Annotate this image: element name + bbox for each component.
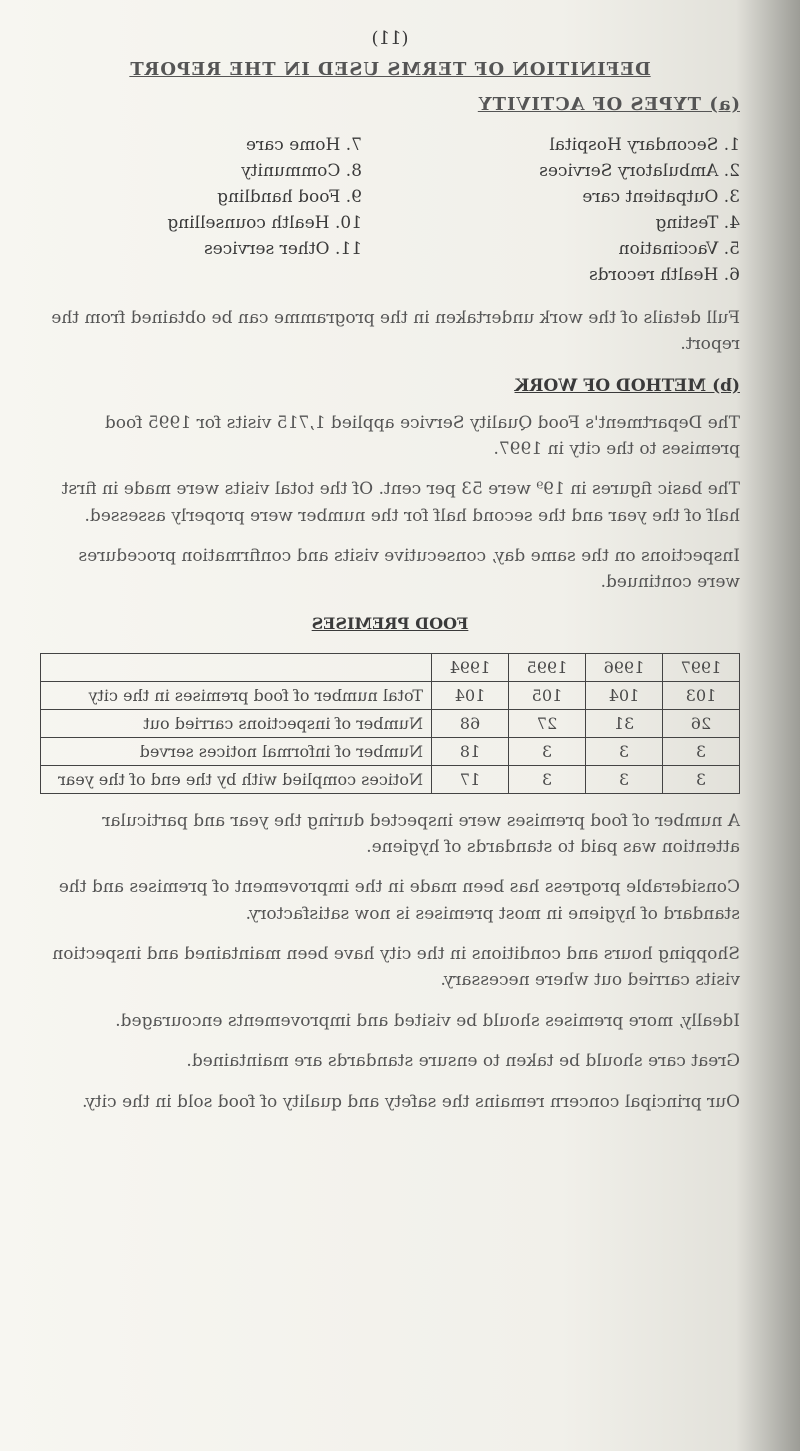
page-number: (11): [371, 28, 409, 49]
list-right: [40, 129, 362, 291]
table-header: 1997: [663, 653, 740, 681]
table-cell: 105: [509, 681, 586, 709]
table-cell: 31: [586, 709, 663, 737]
food-premises-table: [40, 653, 740, 794]
list-item: 5. Vaccination: [618, 239, 740, 259]
list-item: 10. Health counselling: [167, 213, 362, 233]
table-cell: 17: [432, 765, 509, 793]
list-item: 8. Community: [241, 161, 362, 181]
list-item: 4. Testing: [655, 213, 740, 233]
table-header: 1994: [432, 653, 509, 681]
table-row: [41, 737, 740, 765]
table-header: [41, 653, 432, 681]
table-cell: 3: [586, 737, 663, 765]
heading-2: (a) TYPES OF ACTIVITY: [477, 94, 740, 115]
list-item: 7. Home care: [245, 135, 362, 155]
table-cell: Number of informal notices served: [41, 737, 432, 765]
table-cell: 3: [586, 765, 663, 793]
table-row: [41, 709, 740, 737]
table-cell: Notices complied with by the end of the year: [41, 765, 432, 793]
table-cell: 27: [509, 709, 586, 737]
table-header-row: [41, 653, 740, 681]
list-item: 11. Other services: [203, 239, 362, 259]
table-cell: 3: [509, 765, 586, 793]
list-item: 1. Secondary Hospital: [549, 135, 740, 155]
paragraph-8: Ideally, more premises should be visited and improvements encouraged.: [115, 1010, 740, 1031]
table-caption: FOOD PREMISES: [311, 613, 469, 633]
table-cell: 104: [432, 681, 509, 709]
table-cell: 68: [432, 709, 509, 737]
list-item: 6. Health records: [589, 265, 740, 285]
paragraph-7: Shopping hours and conditions in the city have been maintained and inspection visits carried out where necessary.: [52, 944, 740, 991]
table-cell: Number of inspections carried out: [41, 709, 432, 737]
table-cell: 103: [663, 681, 740, 709]
paragraph-2: The Department's Food Quality Service applied 1,715 visits for 1995 food premises to the city in 1997.: [104, 412, 740, 460]
table-row: [41, 681, 740, 709]
table-row: [41, 765, 740, 793]
table-cell: 3: [663, 765, 740, 793]
subheading-b: (b) METHOD OF WORK: [514, 375, 740, 396]
table-cell: 3: [509, 737, 586, 765]
list-left: [418, 129, 740, 291]
table-cell: Total number of food premises in the city: [41, 681, 432, 709]
paragraph-9: Great care should be taken to ensure standards are maintained.: [186, 1051, 740, 1072]
paragraph-3: The basic figures in 19⁹ were 53 per cent. Of the total visits were made in first half of the year and the second half for the number were properly assessed.: [61, 479, 740, 526]
heading-1: DEFINITION OF TERMS USED IN THE REPORT: [129, 59, 651, 80]
table-header: 1996: [586, 653, 663, 681]
paragraph-10: Our principal concern remains the safety and quality of food sold in the city.: [82, 1091, 740, 1112]
paragraph-1: Full details of the work undertaken in the programme can be obtained from the report.: [51, 308, 740, 355]
list-item: 9. Food handling: [217, 187, 362, 207]
table-header: 1995: [509, 653, 586, 681]
activity-list: [40, 129, 740, 291]
list-item: 2. Ambulatory Services: [539, 161, 740, 181]
list-item: 3. Outpatient care: [582, 187, 740, 207]
paragraph-6: Considerable progress has been made in the improvement of premises and the standard of hygiene in most premises is now satisfactory.: [58, 877, 740, 924]
table-cell: 3: [663, 737, 740, 765]
table-cell: 104: [586, 681, 663, 709]
table-cell: 18: [432, 737, 509, 765]
mirrored-content: [40, 28, 740, 1115]
paragraph-5: A number of food premises were inspected during the year and particular attention was paid to standards of hygiene.: [102, 810, 740, 858]
table-cell: 26: [663, 709, 740, 737]
paragraph-4: Inspections on the same day, consecutive visits and confirmation procedures were continued.: [78, 546, 740, 593]
